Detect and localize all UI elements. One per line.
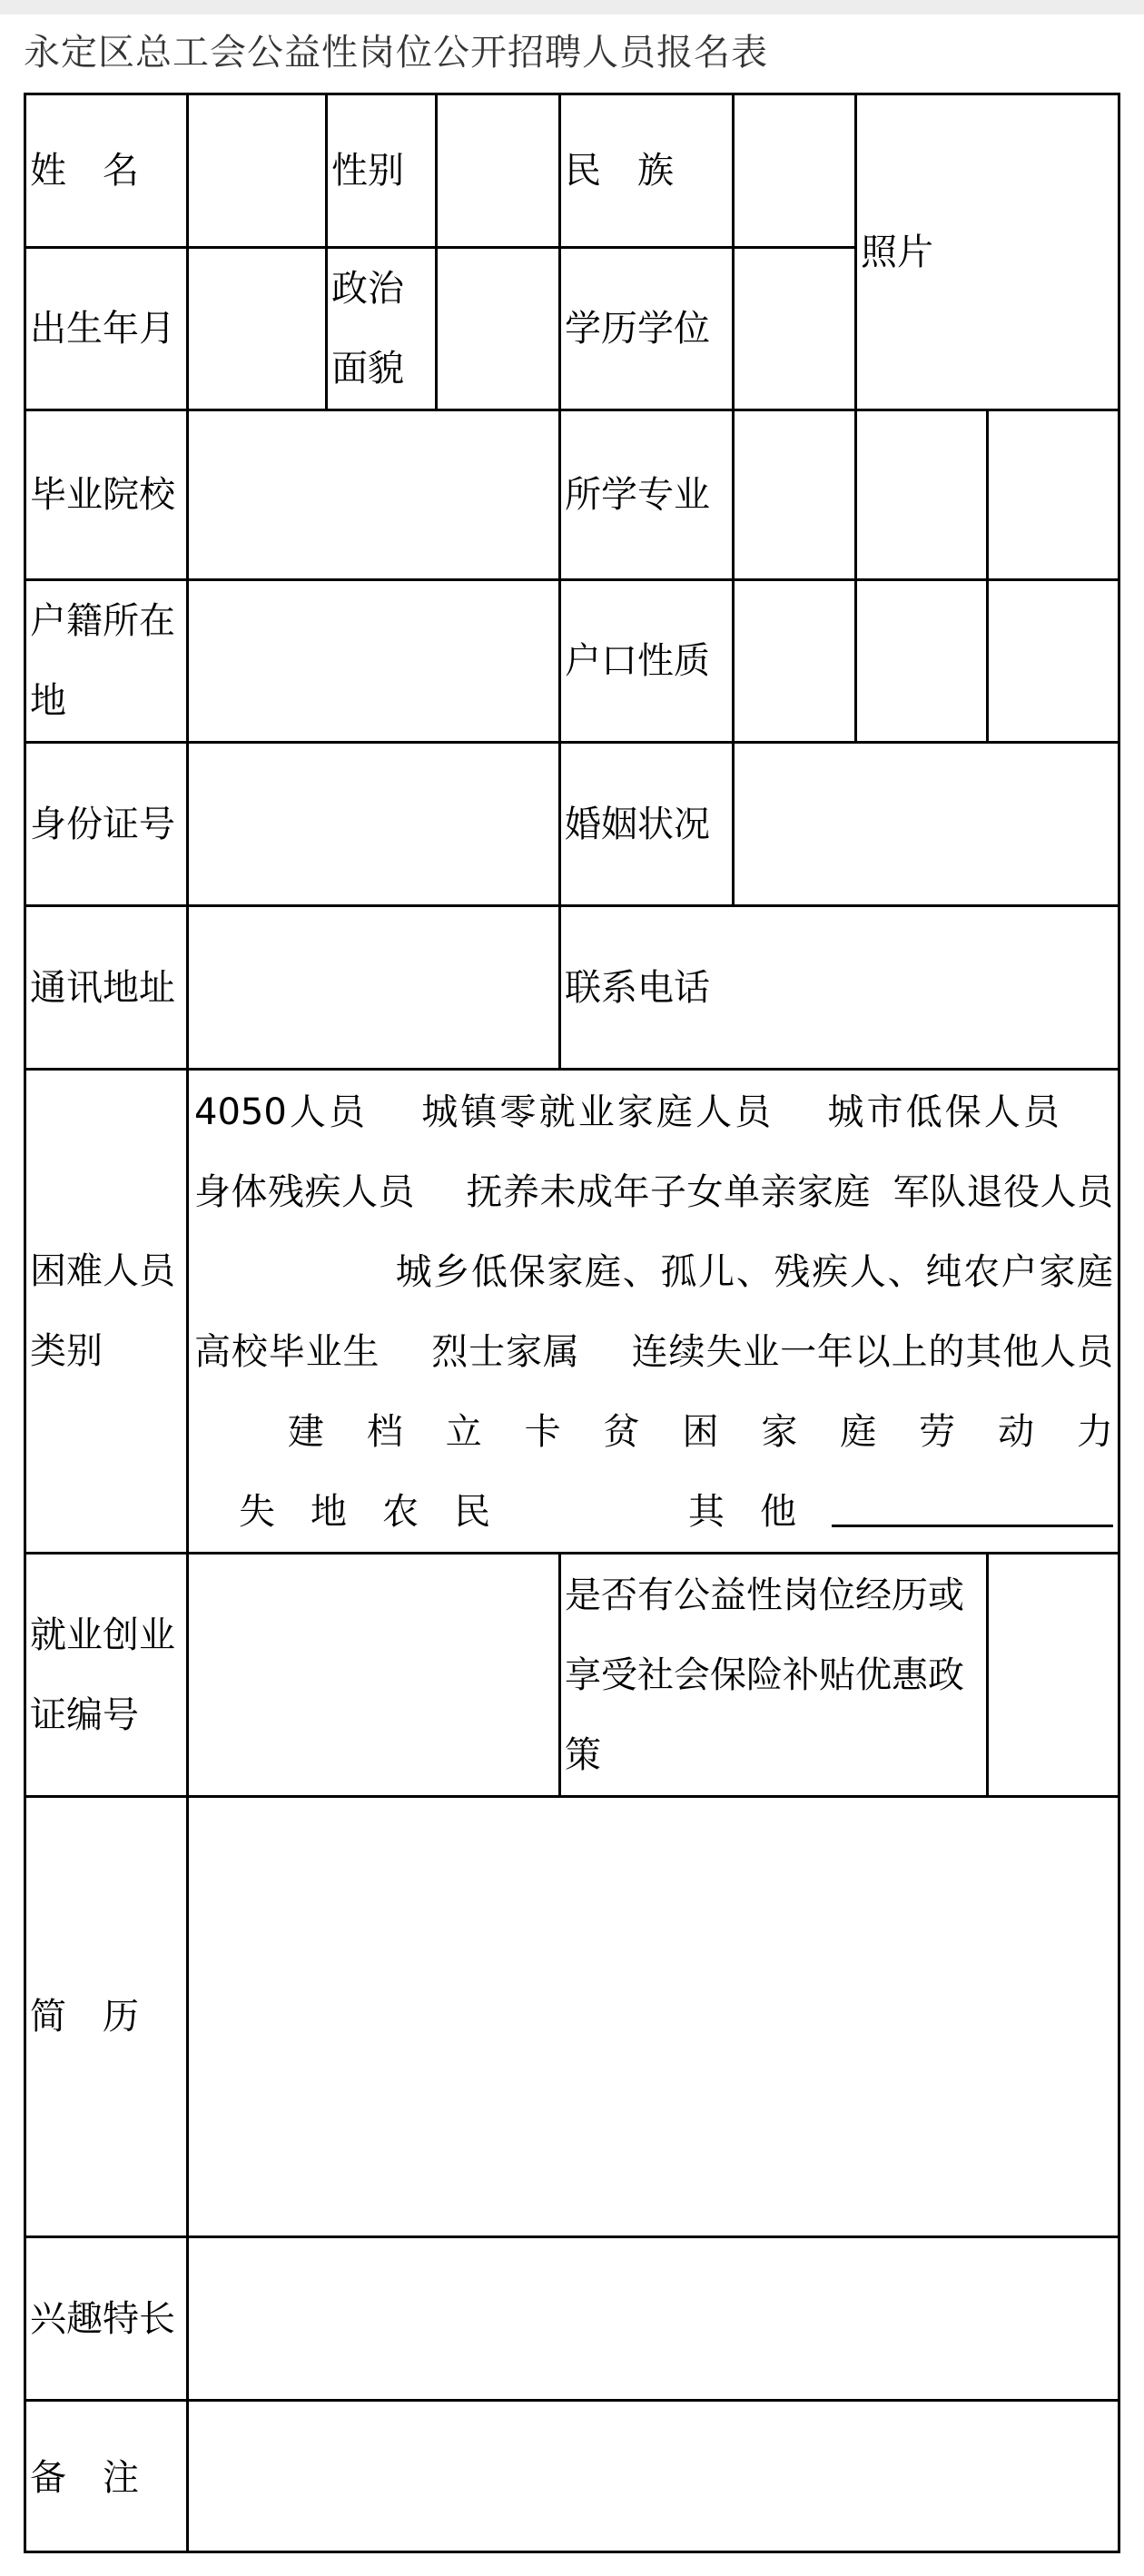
other-fill-line[interactable] xyxy=(832,1488,1113,1527)
category-option-other[interactable]: 其他 xyxy=(653,1491,832,1533)
remarks-field[interactable] xyxy=(189,2402,1120,2553)
category-option[interactable]: 城镇零就业家庭人员 xyxy=(419,1091,774,1133)
hobbies-field[interactable] xyxy=(189,2238,1120,2399)
difficulty-category-options[interactable] xyxy=(189,1071,1120,1552)
major-field[interactable] xyxy=(735,411,854,578)
household-type-label: 户口性质 xyxy=(565,640,710,682)
hobbies-label: 兴趣特长 xyxy=(30,2297,175,2340)
marital-field[interactable] xyxy=(735,744,1120,904)
resume-field[interactable] xyxy=(189,1798,1120,2235)
category-option[interactable]: 城市低保人员 xyxy=(824,1091,1063,1133)
household-field[interactable] xyxy=(189,581,558,741)
major-label: 所学专业 xyxy=(565,474,710,516)
employment-cert-label: 就业创业证编号 xyxy=(30,1614,175,1736)
gender-field[interactable] xyxy=(438,95,558,246)
education-field[interactable] xyxy=(735,249,854,409)
category-option[interactable]: 建档立卡贫困家庭劳动力 xyxy=(245,1411,1113,1453)
category-option[interactable]: 4050人员 xyxy=(194,1091,369,1133)
benefit-answer-field[interactable] xyxy=(989,1554,1120,1795)
ethnicity-label: 民 族 xyxy=(565,150,674,192)
employment-cert-field[interactable] xyxy=(189,1554,558,1795)
phone-label: 联系电话 xyxy=(565,966,710,1009)
category-option[interactable]: 军队退役人员 xyxy=(893,1171,1113,1213)
birth-label: 出生年月 xyxy=(30,308,175,350)
gender-label: 性别 xyxy=(331,150,404,192)
phone-field[interactable] xyxy=(735,907,1120,1068)
category-option[interactable]: 连续失业一年以上的其他人员 xyxy=(630,1331,1114,1373)
school-field[interactable] xyxy=(189,411,558,578)
political-field[interactable] xyxy=(438,249,558,409)
household-label: 户籍所在地 xyxy=(30,600,175,722)
address-field[interactable] xyxy=(189,907,558,1068)
page-title: 永定区总工会公益性岗位公开招聘人员报名表 xyxy=(24,32,768,74)
household-extra-field-1[interactable] xyxy=(857,581,986,741)
address-label: 通讯地址 xyxy=(30,966,175,1009)
major-extra-field-1[interactable] xyxy=(857,411,986,578)
category-option[interactable]: 烈士家属 xyxy=(430,1331,580,1373)
id-number-label: 身份证号 xyxy=(30,803,175,845)
top-status-band xyxy=(0,0,1144,15)
birth-field[interactable] xyxy=(189,249,325,409)
major-extra-field-2[interactable] xyxy=(989,411,1120,578)
category-option[interactable]: 抚养未成年子女单亲家庭 xyxy=(466,1171,871,1213)
registration-form-table xyxy=(24,93,1120,2553)
benefit-question-label: 是否有公益性岗位经历或享受社会保险补贴优惠政策 xyxy=(565,1574,964,1776)
political-label: 政治面貌 xyxy=(331,268,404,390)
photo-area[interactable]: 照片 xyxy=(861,231,933,273)
resume-label: 简 历 xyxy=(30,1996,139,2038)
household-extra-field-2[interactable] xyxy=(989,581,1120,741)
id-number-field[interactable] xyxy=(189,744,558,904)
remarks-label: 备 注 xyxy=(30,2456,139,2499)
name-field[interactable] xyxy=(189,95,325,246)
education-label: 学历学位 xyxy=(565,308,710,350)
name-label: 姓 名 xyxy=(30,150,139,192)
category-option[interactable]: 身体残疾人员 xyxy=(194,1171,415,1213)
category-option[interactable]: 城乡低保家庭、孤儿、残疾人、纯农户家庭高校毕业生 xyxy=(194,1251,1113,1373)
household-type-field[interactable] xyxy=(735,581,854,741)
ethnicity-field[interactable] xyxy=(735,95,854,246)
category-option[interactable]: 失地农民 xyxy=(203,1491,526,1533)
difficulty-label: 困难人员类别 xyxy=(30,1250,175,1372)
marital-label: 婚姻状况 xyxy=(565,803,710,845)
school-label: 毕业院校 xyxy=(30,474,175,516)
